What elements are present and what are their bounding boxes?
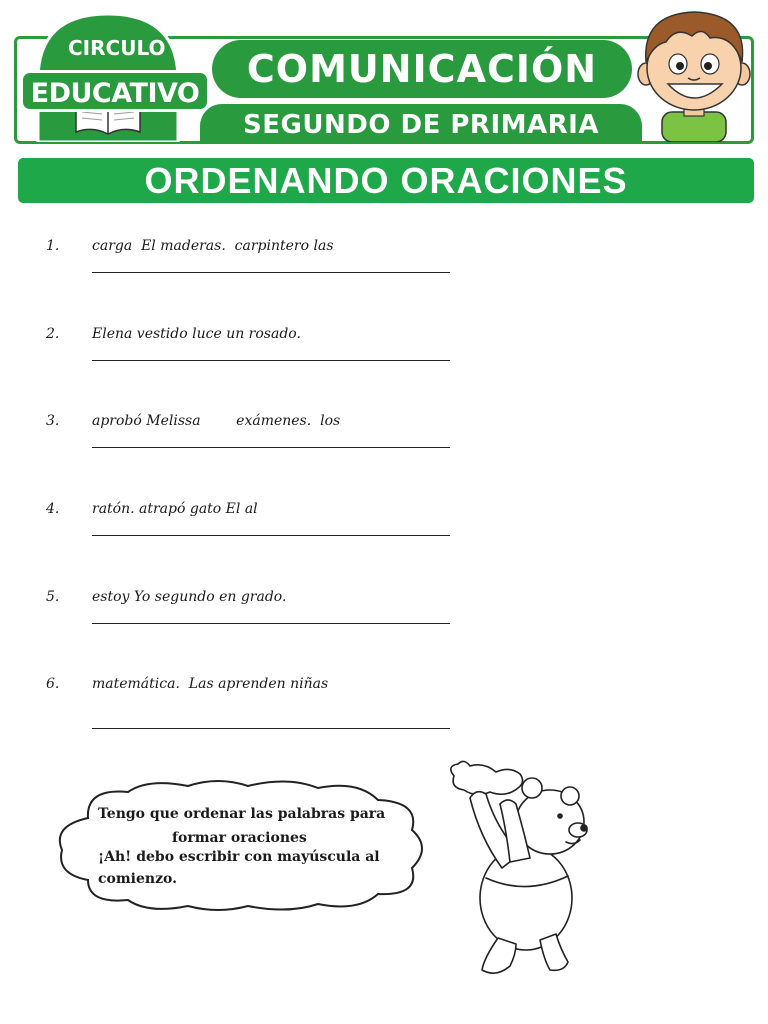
answer-line bbox=[92, 728, 450, 729]
speech-line-2: formar oraciones bbox=[172, 830, 307, 846]
worksheet-title: ORDENANDO ORACIONES bbox=[18, 158, 754, 203]
exercise-item-2 bbox=[0, 326, 768, 386]
exercise-item-3 bbox=[0, 413, 768, 473]
subject-title: COMUNICACIÓN bbox=[212, 40, 632, 98]
exercise-words: estoy Yo segundo en grado. bbox=[92, 589, 287, 605]
exercise-item-1 bbox=[0, 238, 768, 298]
grade-title: SEGUNDO DE PRIMARIA bbox=[200, 104, 642, 144]
exercise-item-4 bbox=[0, 501, 768, 561]
speech-line-4: comienzo. bbox=[98, 871, 177, 887]
bear-illustration bbox=[440, 758, 590, 978]
exercise-words: ratón. atrapó gato El al bbox=[92, 501, 258, 517]
exercise-number: 6. bbox=[46, 676, 60, 692]
logo bbox=[18, 10, 198, 142]
exercise-words: aprobó Melissa exámenes. los bbox=[92, 413, 341, 429]
exercise-number: 3. bbox=[46, 413, 60, 429]
exercise-number: 1. bbox=[46, 238, 60, 254]
answer-line bbox=[92, 623, 450, 624]
logo-top-text: CIRCULO bbox=[68, 36, 166, 60]
exercise-words: matemática. Las aprenden niñas bbox=[92, 676, 329, 692]
logo-bottom-text: EDUCATIVO bbox=[20, 70, 210, 112]
exercise-number: 4. bbox=[46, 501, 60, 517]
exercise-words: carga El maderas. carpintero las bbox=[92, 238, 334, 254]
exercise-words: Elena vestido luce un rosado. bbox=[92, 326, 301, 342]
speech-line-1: Tengo que ordenar las palabras para bbox=[98, 806, 386, 822]
exercise-number: 2. bbox=[46, 326, 60, 342]
answer-line bbox=[92, 535, 450, 536]
exercise-item-6 bbox=[0, 676, 768, 736]
answer-line bbox=[92, 360, 450, 361]
exercise-item-5 bbox=[0, 589, 768, 649]
exercise-number: 5. bbox=[46, 589, 60, 605]
speech-line-3: ¡Ah! debo escribir con mayúscula al bbox=[98, 849, 380, 865]
answer-line bbox=[92, 447, 450, 448]
answer-line bbox=[92, 272, 450, 273]
boy-face-icon bbox=[636, 8, 752, 142]
cloud-bubble bbox=[48, 778, 436, 914]
